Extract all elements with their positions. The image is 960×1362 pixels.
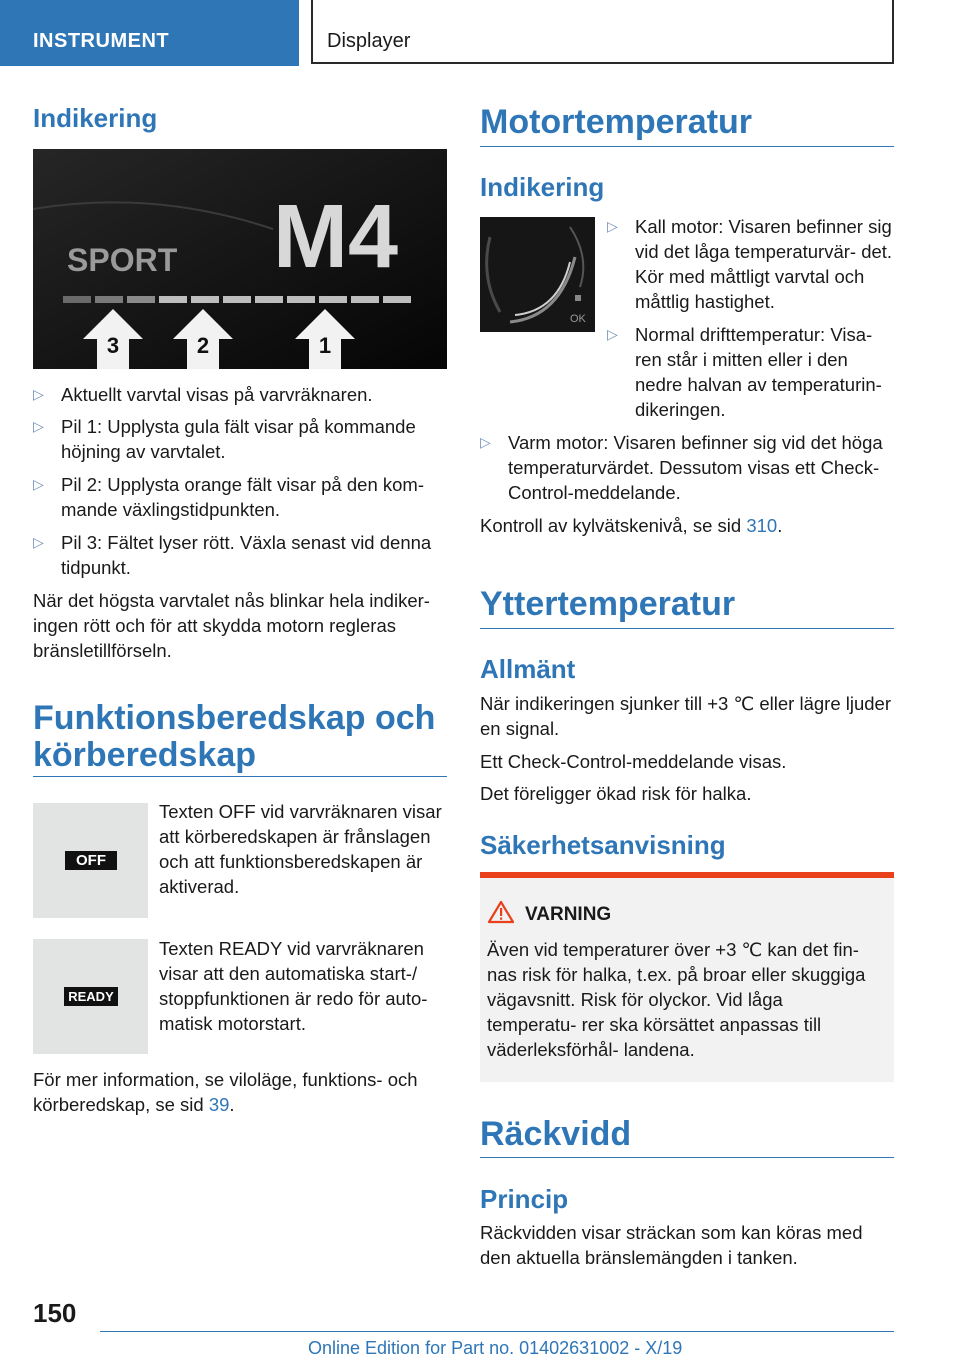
section-rule: [480, 1157, 894, 1158]
list-item: ▷ Aktuellt varvtal visas på varvräknaren.: [33, 384, 373, 405]
bullet-triangle-icon: ▷: [607, 326, 618, 342]
funktionsberedskap-heading: Funktionsberedskap och körberedskap: [33, 699, 436, 774]
list-item: ▷ Pil 2: Upplysta orange fält visar på den kom- mande växlingstidpunkten.: [33, 474, 424, 520]
footer-edition: Online Edition for Part no. 01402631002 - X/19: [308, 1338, 683, 1358]
shift-light-segments: [63, 296, 411, 303]
princip-heading: Princip: [480, 1184, 569, 1214]
shift-warning-paragraph: När det högsta varvtalet nås blinkar hela indiker- ingen rött och för att skydda motorn regleras bränsletillförseln.: [33, 590, 430, 661]
rackvidd-heading: Räckvidd: [480, 1115, 632, 1153]
princip-paragraph: Räckvidden visar sträckan som kan köras med den aktuella bränslemängden i tanken.: [480, 1222, 863, 1268]
sport-mode-label: SPORT: [67, 242, 178, 278]
section-rule: [480, 146, 894, 147]
svg-text:2: 2: [196, 333, 210, 358]
ready-label: READY: [64, 987, 118, 1006]
right-indikering-heading: Indikering: [480, 172, 605, 202]
allmant-heading: Allmänt: [480, 654, 576, 684]
bullet-triangle-icon: ▷: [607, 218, 618, 234]
page-link-39[interactable]: 39: [208, 1094, 230, 1115]
bullet-triangle-icon: ▷: [33, 418, 44, 434]
section-rule: [480, 628, 894, 629]
svg-text:3: 3: [106, 333, 120, 358]
more-info-paragraph: För mer information, se viloläge, funktions- och körberedskap, se sid 39.: [33, 1069, 418, 1115]
yttertemperatur-heading: Yttertemperatur: [480, 585, 736, 623]
header-section-tab: [0, 0, 299, 66]
header-chapter-label: Displayer: [327, 30, 411, 52]
gauge-ok-label: OK: [570, 313, 586, 325]
m4-model-label: M4: [273, 187, 399, 287]
off-description: Texten OFF vid varvräknaren visar att körberedskapen är frånslagen och att funktionsberedskapen är aktiverad.: [159, 801, 442, 897]
ready-description: Texten READY vid varvräknaren visar att den automatiska start-/ stoppfunktionen är redo för auto- matisk motorstart.: [159, 938, 428, 1034]
warning-triangle-icon: [488, 900, 514, 924]
header-chapter-tab: [311, 0, 894, 64]
list-item: ▷ Pil 1: Upplysta gula fält visar på kommande höjning av varvtalet.: [33, 416, 416, 462]
page-link-310[interactable]: 310: [746, 515, 778, 536]
list-item: ▷ Normal drifttemperatur: Visa- ren står i mitten eller i den nedre halvan av temperaturin- dikeringen.: [607, 324, 882, 420]
allmant-paragraph-1: När indikeringen sjunker till +3 ℃ eller lägre ljuder en signal.: [480, 693, 892, 739]
section-rule: [33, 776, 447, 777]
left-indikering-heading: Indikering: [33, 103, 158, 133]
list-item: ▷ Pil 3: Fältet lyser rött. Växla senast vid denna tidpunkt.: [33, 532, 432, 578]
off-indicator-image: [33, 803, 148, 918]
kontroll-paragraph: Kontroll av kylvätskenivå, se sid 310.: [480, 515, 783, 536]
header-section-label: INSTRUMENT: [33, 30, 170, 52]
allmant-paragraph-2: Ett Check-Control-meddelande visas.: [480, 751, 787, 772]
coolant-icon: [575, 295, 581, 301]
m4-shift-light-image: [33, 149, 447, 369]
bullet-triangle-icon: ▷: [480, 434, 491, 450]
footer-rule: [100, 1331, 894, 1332]
warning-text: Även vid temperaturer över +3 ℃ kan det fin- nas risk för halka, t.ex. på broar eller skuggiga vägavsnitt. Risk för olyckor. Vid låga temperatu- rer ska körsättet anpassas till väderleksförhål- landena.: [487, 939, 866, 1060]
allmant-paragraph-3: Det föreligger ökad risk för halka.: [480, 783, 752, 804]
off-label: OFF: [65, 851, 117, 870]
sakerhetsanvisning-heading: Säkerhetsanvisning: [480, 830, 726, 860]
svg-text:1: 1: [318, 333, 332, 358]
motortemperatur-heading: Motortemperatur: [480, 103, 753, 141]
ready-indicator-image: [33, 939, 148, 1054]
temperature-gauge-graphic: [480, 217, 595, 332]
list-item: ▷ Kall motor: Visaren befinner sig vid det låga temperaturvär- det. Kör med måttligt varvtal och måttlig hastighet.: [607, 216, 893, 312]
list-item: ▷ Varm motor: Visaren befinner sig vid det höga temperaturvärdet. Dessutom visas ett Check- Control-meddelande.: [480, 432, 883, 503]
warning-box: [480, 872, 894, 1082]
temperature-gauge-image: [480, 217, 595, 332]
bullet-triangle-icon: ▷: [33, 386, 44, 402]
bullet-triangle-icon: ▷: [33, 476, 44, 492]
m4-cluster-graphic: [33, 149, 447, 369]
warning-label: VARNING: [525, 904, 612, 925]
bullet-triangle-icon: ▷: [33, 534, 44, 550]
page-number: 150: [33, 1298, 77, 1328]
